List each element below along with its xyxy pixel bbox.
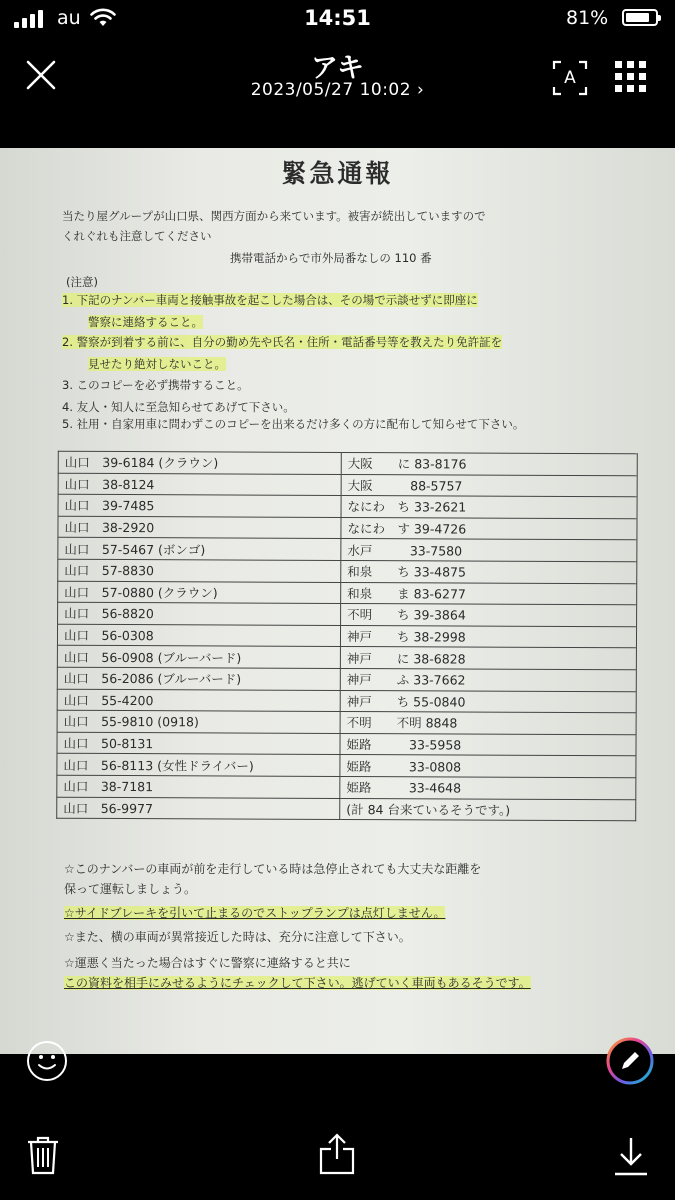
plate-cell-other: 不明 不明 8848 [340,712,636,735]
doc-item: 3. このコピーを必ず携帯すること。 [62,378,249,392]
status-bar [0,0,675,40]
plate-cell-other: 神戸 ふ 33-7662 [340,668,636,691]
plate-row [57,624,636,648]
doc-footer-line: ☆また、横の車両が異常接近した時は、充分に注意して下さい。 [64,930,411,944]
plate-cell-other: 不明 ち 39-3864 [341,604,637,627]
plate-cell-other: 姫路 33-4648 [340,776,636,799]
plate-cell-yamaguchi: 山口 57-8830 [58,559,341,582]
plate-row [57,710,636,734]
plate-row [58,473,637,497]
plate-row [57,667,636,691]
trash-icon[interactable] [26,1135,60,1175]
plate-cell-yamaguchi: 山口 55-4200 [57,689,340,712]
doc-footer-line: ☆運悪く当たった場合はすぐに警察に連絡すると共に [64,956,351,970]
plate-cell-yamaguchi: 山口 56-8113 (女性ドライバー) [57,754,340,777]
photo-viewer[interactable] [0,148,675,1054]
doc-item: 見せたり絶対しないこと。 [88,357,226,371]
doc-item: 2. 警察が到着する前に、自分の勤め先や氏名・住所・電話番号等を教えたり免許証を [62,335,503,349]
plate-cell-yamaguchi: 山口 56-9977 [57,797,340,820]
battery-fill [626,13,649,22]
plate-cell-other: 水戸 33-7580 [341,539,637,562]
plate-row [57,797,636,821]
plate-cell-yamaguchi: 山口 56-0308 [57,624,340,647]
battery-icon [622,9,658,26]
share-icon[interactable] [318,1133,356,1175]
doc-intro-line: 当たり屋グループが山口県、関西方面から来ています。被害が続出していますので [62,209,486,223]
doc-item: 4. 友人・知人に至急知らせてあげて下さい。 [62,400,295,414]
plate-cell-other: 神戸 ち 38-2998 [340,625,636,648]
plate-row [58,581,637,605]
grid-icon[interactable] [614,60,648,94]
plate-cell-other: 大阪 88-5757 [341,474,637,497]
battery-percent: 81% [566,7,609,29]
plate-cell-other: 和泉 ま 83-6277 [341,582,637,605]
plate-cell-other: 大阪 に 83-8176 [341,452,637,475]
plate-row [58,516,637,540]
plate-row [58,602,637,626]
doc-item: 1. 下記のナンバー車両と接触事故を起こした場合は、その場で示談せずに即座に [62,293,478,307]
doc-footer-line: ☆このナンバーの車両が前を走行している時は急停止されても大丈夫な距離を [64,862,482,876]
doc-phone-line: 携帯電話からで市外局番なしの 110 番 [230,251,432,265]
text-scan-label: A [564,68,576,88]
carrier-label: au [57,7,81,29]
doc-footer-line: 保って運転しましょう。 [64,882,197,896]
plate-row [57,754,636,778]
plate-cell-yamaguchi: 山口 38-8124 [58,473,341,496]
plate-cell-yamaguchi: 山口 56-0908 (ブルーバード) [57,646,340,669]
plate-cell-yamaguchi: 山口 56-2086 (ブルーバード) [57,667,340,690]
plate-row [57,646,636,670]
plate-table [56,451,638,822]
chevron-right-icon: › [416,80,425,100]
plate-cell-other: (計 84 台来ているそうです。) [340,798,636,821]
plate-cell-yamaguchi: 山口 56-8820 [58,602,341,625]
status-time: 14:51 [304,6,371,30]
plate-cell-other: なにわ す 39-4726 [341,517,637,540]
plate-cell-yamaguchi: 山口 57-0880 (クラウン) [58,581,341,604]
plate-row [58,559,637,583]
doc-item: 警察に連絡すること。 [88,315,203,329]
doc-note-heading: (注意) [66,275,98,289]
photo-date: 2023/05/27 10:02 [250,80,412,100]
emoji-icon[interactable] [26,1040,68,1082]
text-scan-button[interactable] [552,60,588,96]
doc-title: 緊急通報 [281,159,394,188]
download-icon[interactable] [613,1136,649,1176]
plate-row [57,689,636,713]
plate-cell-other: なにわ ち 33-2621 [341,496,637,519]
plate-row [58,538,637,562]
plate-row [57,775,636,799]
edit-pencil-icon[interactable] [605,1036,655,1086]
plate-row [58,494,637,518]
plate-row [58,451,637,475]
chat-title: アキ [311,53,364,84]
plate-cell-yamaguchi: 山口 57-5467 (ボンゴ) [58,538,341,561]
plate-cell-yamaguchi: 山口 39-7485 [58,494,341,517]
plate-cell-other: 姫路 33-0808 [340,755,636,778]
doc-item: 5. 社用・自家用車に問わずこのコピーを出来るだけ多くの方に配布して知らせて下さい。 [62,417,525,431]
plate-row [57,732,636,756]
plate-cell-other: 神戸 ち 55-0840 [340,690,636,713]
doc-footer-line: ☆サイドブレーキを引いて止まるのでストップランプは点灯しません。 [64,906,446,920]
plate-cell-yamaguchi: 山口 39-6184 (クラウン) [58,451,341,474]
plate-cell-yamaguchi: 山口 55-9810 (0918) [57,710,340,733]
plate-cell-other: 神戸 に 38-6828 [340,647,636,670]
doc-intro-line: くれぐれも注意してください [62,229,212,243]
plate-cell-yamaguchi: 山口 38-7181 [57,775,340,798]
plate-cell-yamaguchi: 山口 38-2920 [58,516,341,539]
plate-cell-yamaguchi: 山口 50-8131 [57,732,340,755]
plate-cell-other: 姫路 33-5958 [340,733,636,756]
plate-cell-other: 和泉 ち 33-4875 [341,560,637,583]
doc-footer-line: この資料を相手にみせるようにチェックして下さい。逃げていく車両もあるそうです。 [64,976,531,990]
